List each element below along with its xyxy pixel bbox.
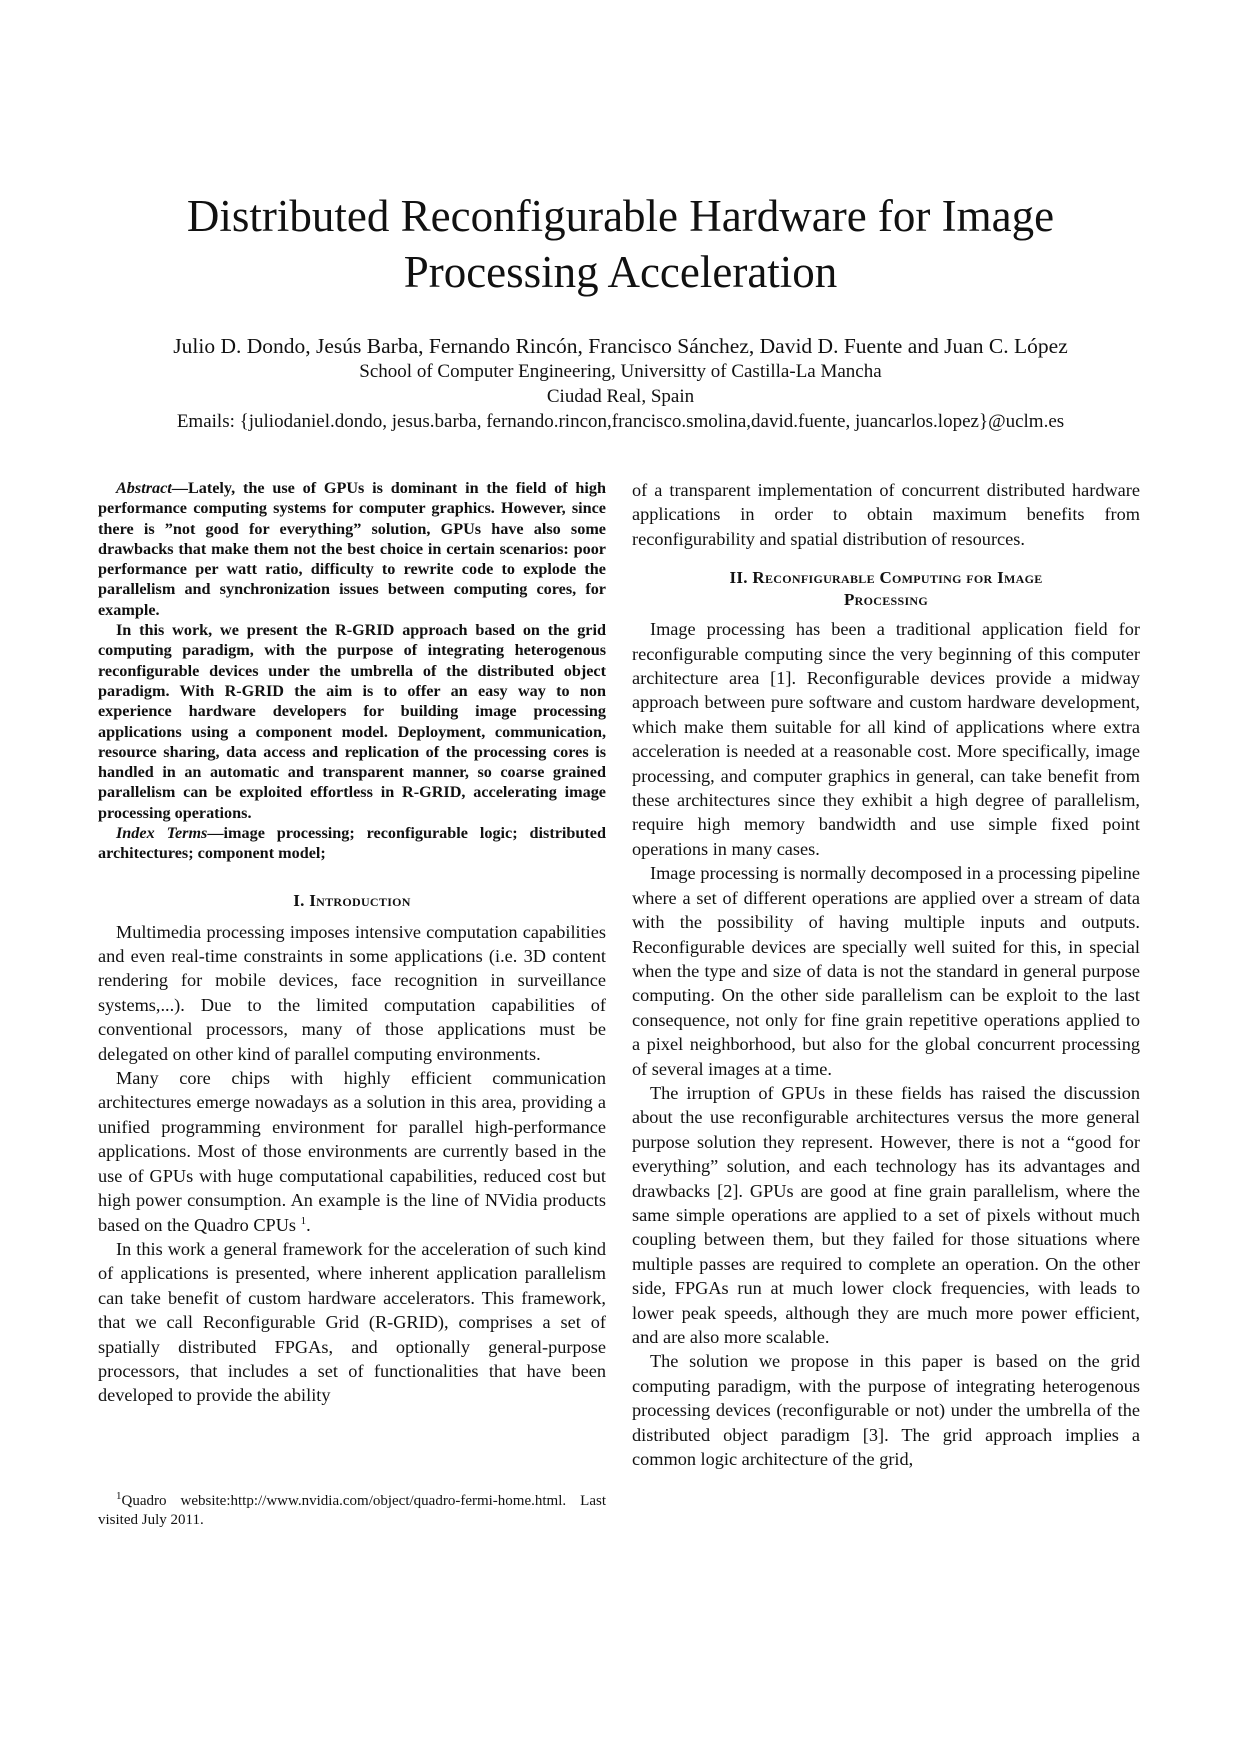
paper-title	[0, 188, 1241, 300]
section-heading-reconfigurable-computing	[632, 567, 1140, 611]
section2-paragraph-1: Image processing has been a traditional application field for reconfigurable computing since the very beginning of this computer architecture area [1]. Reconfigurable devices provide a midway approach between pure software and custom hardware development, which make them suitable for all kind of applications where extra acceleration is needed at a reasonable cost. More specifically, image processing, and computer graphics in general, can take benefit from these architectures since they exhibit a high degree of parallelism, require high memory bandwidth and use simple fixed point operations in many cases.	[632, 619, 1140, 859]
section2-paragraph-3: The irruption of GPUs in these fields has raised the discussion about the use reconfigurable architectures versus the more general purpose solution they represent. However, there is not a “good for everything” solution, and each technology has its advantages and drawbacks [2]. GPUs are good at fine grain parallelism, where the same simple operations are applied to a set of pixels without much coupling between them, but they failed for those situations where multiple passes are required to complete an operation. On the other side, FPGAs run at much lower clock frequencies, with leads to lower peak speeds, although they are much more power efficient, and are also more scalable.	[632, 1082, 1140, 1347]
index-terms-label: Index Terms	[116, 824, 208, 843]
title-line-2: Processing Acceleration	[403, 247, 838, 297]
index-terms	[98, 823, 606, 864]
footnote	[98, 1492, 606, 1530]
author-list: Julio D. Dondo, Jesús Barba, Fernando Rincón, Francisco Sánchez, David D. Fuente and Juan C. López	[173, 334, 1068, 358]
index-terms-text: —image processing; reconfigurable logic; distributed architectures; component model;	[98, 824, 606, 863]
affiliation-city: Ciudad Real, Spain	[546, 386, 695, 407]
affiliation-school: School of Computer Engineering, Universitty of Castilla-La Mancha	[359, 361, 882, 382]
author-emails: Emails: {juliodaniel.dondo, jesus.barba, fernando.rincon,francisco.smolina,david.fuente, juancarlos.lopez}@uclm.es	[176, 411, 1065, 432]
section2-heading-line-2: Processing	[843, 590, 929, 610]
section2-paragraph-4: The solution we propose in this paper is based on the grid computing paradigm, with the purpose of integrating heterogenous processing devices (reconfigurable or not) under the umbrella of the distributed object paradigm [3]. The grid approach implies a common logic architecture of the grid,	[632, 1351, 1140, 1470]
abstract-paragraph-1	[98, 478, 606, 620]
section2-heading-line-1: II. Reconfigurable Computing for Image	[729, 568, 1043, 588]
footnote-marker: 1	[300, 1214, 307, 1227]
abstract-paragraph-2: In this work, we present the R-GRID approach based on the grid computing paradigm, with the purpose of integrating heterogenous reconfigurable devices under the umbrella of the distributed object paradigm. With R-GRID the aim is to offer an easy way to non experience hardware developers for building image processing applications using a component model. Deployment, communication, resource sharing, data access and replication of the processing cores is handled in an automatic and transparent manner, so coarse grained parallelism can be exploited effortless in R-GRID, accelerating image processing operations.	[98, 621, 606, 822]
right-column	[632, 478, 1140, 1471]
intro-paragraph-1: Multimedia processing imposes intensive computation capabilities and even real-time constraints in some applications (i.e. 3D content rendering for mobile devices, face recognition in surveillance systems,...). Due to the limited computation capabilities of conventional processors, many of those applications must be delegated on other kind of parallel computing environments.	[98, 921, 606, 1064]
footnote-mark: 1	[116, 1490, 122, 1502]
section2-paragraph-2: Image processing is normally decomposed in a processing pipeline where a set of different operations are applied over a stream of data with the possibility of having multiple inputs and outputs. Reconfigurable devices are specially well suited for this, in special when the type and size of data is not the standard in general purpose computing. On the other side parallelism can be exploit to the last consequence, not only for fine grain repetitive operations applied to a pixel neighborhood, but also for the global concurrent processing of several images at a time.	[632, 863, 1140, 1079]
title-line-1: Distributed Reconfigurable Hardware for Image	[186, 191, 1055, 241]
abstract-label: Abstract	[116, 479, 172, 497]
abstract-text-1: —Lately, the use of GPUs is dominant in the field of high performance computing systems for computer graphics. However, since there is ”not good for everything” solution, GPUs have also some drawbacks that make them not the best choice in certain scenarios: poor performance per watt ratio, difficulty to rewrite code to explode the parallelism and synchronization issues between computing cores, for example.	[98, 479, 606, 619]
section-heading-introduction: I. Introduction	[293, 890, 411, 910]
intro-paragraph-2-end: .	[306, 1214, 311, 1235]
intro-paragraph-2-text: Many core chips with highly efficient communication architectures emerge nowadays as a solution in this area, providing a unified programming environment for parallel high-performance applications. Most of those environments are currently based in the use of GPUs with huge computational capabilities, reduced cost but high power consumption. An example is the line of NVidia products based on the Quadro CPUs	[98, 1068, 606, 1235]
intro-paragraph-2	[98, 1066, 606, 1237]
intro-continuation: of a transparent implementation of concurrent distributed hardware applications in order to obtain maximum benefits from reconfigurability and spatial distribution of resources.	[632, 480, 1140, 549]
footnote-text: Quadro website:http://www.nvidia.com/object/quadro-fermi-home.html. Last visited July 2011.	[98, 1493, 606, 1528]
left-column	[98, 478, 606, 1408]
intro-paragraph-3: In this work a general framework for the acceleration of such kind of applications is presented, where inherent application parallelism can take benefit of custom hardware accelerators. This framework, that we call Reconfigurable Grid (R-GRID), comprises a set of spatially distributed FPGAs, and optionally general-purpose processors, that includes a set of functionalities that have been developed to provide the ability	[98, 1238, 606, 1406]
